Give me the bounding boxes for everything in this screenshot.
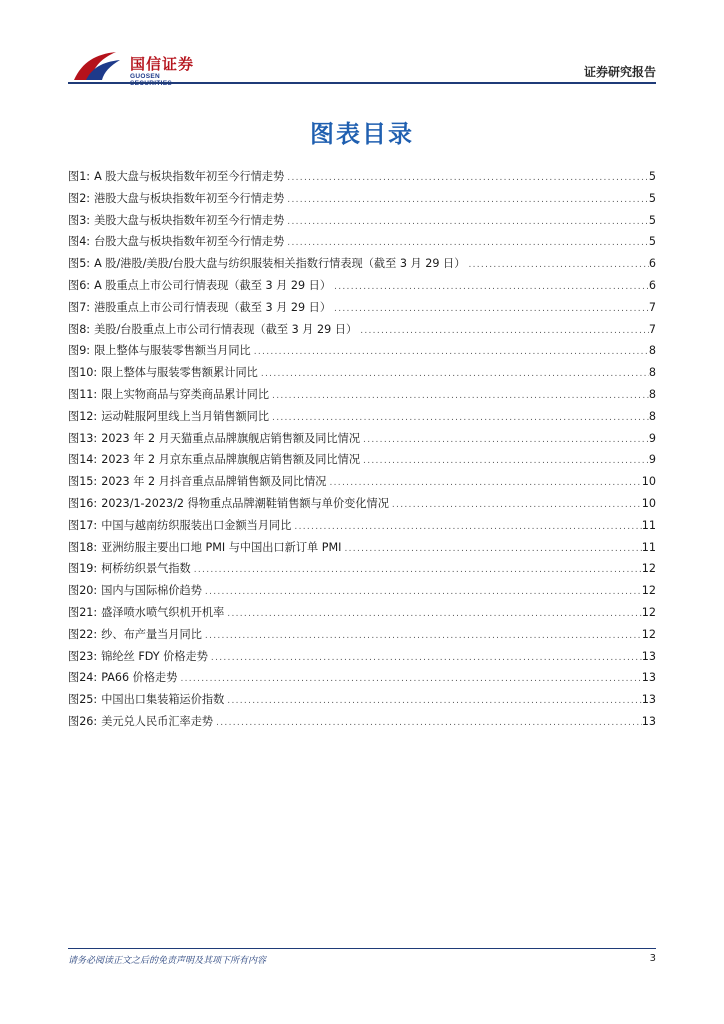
toc-page-number: 10 [641,475,656,489]
logo-mark-icon [72,50,124,84]
toc-figure-title: 盛泽喷水喷气织机开机率 [101,605,225,619]
toc-dot-leader [284,238,649,248]
toc-page-number: 10 [641,496,656,510]
toc-entry[interactable] [68,713,656,735]
toc-figure-number: 图22: [68,627,98,641]
toc-page-number: 5 [648,170,656,183]
toc-figure-title: 2023 年 2 月抖音重点品牌销售额及同比情况 [101,475,327,489]
toc-dot-leader [284,217,649,227]
logo-chinese-name: 国信证券 [130,55,195,73]
report-type-label: 证券研究报告 [583,65,656,79]
toc-page-number: 11 [641,540,656,554]
toc-figure-number: 图20: [68,584,98,598]
toc-dot-leader [331,282,649,292]
toc-page-number: 12 [641,584,656,598]
toc-dot-leader [224,696,641,706]
toc-dot-leader [177,674,641,684]
toc-entry[interactable] [68,430,656,452]
toc-entry[interactable] [68,517,656,539]
toc-page-number: 9 [648,453,656,467]
toc-page-number: 5 [648,213,656,227]
toc-page-number: 13 [641,693,656,707]
toc-dot-leader [251,347,649,357]
toc-dot-leader [326,478,641,488]
toc-figure-title: PA66 价格走势 [101,671,178,685]
toc-entry[interactable] [68,669,656,691]
toc-figure-title: A 股大盘与板块指数年初至今行情走势 [94,170,285,183]
toc-figure-number: 图18: [68,540,98,554]
toc-entry[interactable] [68,408,656,430]
toc-figure-number: 图3: [68,213,91,227]
toc-figure-number: 图21: [68,605,98,619]
toc-page-number: 8 [648,409,656,423]
toc-entry[interactable] [68,299,656,321]
toc-entry[interactable] [68,495,656,517]
toc-figure-number: 图1: [68,170,91,183]
toc-entry[interactable] [68,190,656,212]
toc-entry[interactable] [68,212,656,234]
toc-dot-leader [341,544,641,554]
toc-figure-title: 2023/1-2023/2 得物重点品牌潮鞋销售额与单价变化情况 [101,496,389,510]
toc-figure-number: 图25: [68,693,98,707]
logo-english-name: GUOSEN [130,73,160,80]
toc-dot-leader [224,609,641,619]
toc-figure-number: 图4: [68,235,91,249]
page-number: 3 [649,953,656,964]
toc-dot-leader [258,369,649,379]
toc-page-number: 12 [641,627,656,641]
toc-figure-title: 台股大盘与板块指数年初至今行情走势 [94,235,285,249]
toc-page-number: 8 [648,387,656,401]
toc-figure-title: 2023 年 2 月天猫重点品牌旗舰店销售额及同比情况 [101,431,361,445]
toc-figure-number: 图5: [68,257,91,271]
toc-entry[interactable] [68,277,656,299]
toc-page-number: 12 [641,605,656,619]
toc-figure-title: 锦纶丝 FDY 价格走势 [101,649,208,663]
toc-dot-leader [269,413,649,423]
toc-dot-leader [191,565,642,575]
toc-entry[interactable] [68,386,656,408]
toc-dot-leader [360,435,649,445]
footer-divider [68,948,656,949]
toc-dot-leader [389,500,642,510]
toc-figure-number: 图17: [68,518,98,532]
toc-figure-title: 限上整体与服装零售额累计同比 [101,366,258,380]
toc-dot-leader [291,522,641,532]
toc-figure-title: 港股大盘与板块指数年初至今行情走势 [94,191,285,205]
toc-page-number: 7 [648,300,656,314]
toc-entry[interactable] [68,451,656,473]
toc-figure-number: 图14: [68,453,98,467]
toc-entry[interactable] [68,560,656,582]
toc-entry[interactable] [68,539,656,561]
toc-figure-title: 中国与越南纺织服装出口金额当月同比 [101,518,292,532]
toc-dot-leader [269,391,649,401]
toc-figure-number: 图7: [68,300,91,314]
toc-figure-number: 图26: [68,714,98,728]
toc-figure-title: 2023 年 2 月京东重点品牌旗舰店销售额及同比情况 [101,453,361,467]
toc-dot-leader [202,587,642,597]
toc-figure-number: 图16: [68,496,98,510]
toc-figure-number: 图10: [68,366,98,380]
toc-figure-title: A 股/港股/美股/台股大盘与纺织服装相关指数行情表现（截至 3 月 29 日） [94,257,466,271]
toc-dot-leader [202,631,642,641]
toc-figure-number: 图24: [68,671,98,685]
toc-page-number: 12 [641,562,656,576]
toc-dot-leader [284,195,649,205]
toc-entry[interactable] [68,364,656,386]
toc-figure-title: 国内与国际棉价趋势 [101,584,202,598]
toc-entry[interactable] [68,321,656,343]
toc-entry[interactable] [68,648,656,670]
toc-dot-leader [465,260,648,270]
toc-entry[interactable] [68,168,656,190]
toc-entry[interactable] [68,604,656,626]
toc-entry[interactable] [68,473,656,495]
toc-page-number: 9 [648,431,656,445]
toc-title: 图表目录 [310,120,414,148]
toc-figure-number: 图23: [68,649,98,663]
toc-figure-number: 图19: [68,562,98,576]
toc-page-number: 5 [648,191,656,205]
toc-page-number: 13 [641,649,656,663]
toc-page-number: 8 [648,344,656,358]
toc-figure-title: 港股重点上市公司行情表现（截至 3 月 29 日） [94,300,332,314]
toc-dot-leader [284,173,649,183]
toc-entry[interactable] [68,582,656,604]
company-logo [72,50,204,86]
toc-figure-number: 图11: [68,387,98,401]
toc-entry[interactable] [68,255,656,277]
toc-entry[interactable] [68,691,656,713]
toc-page-number: 6 [648,278,656,292]
toc-figure-number: 图15: [68,475,98,489]
toc-figure-title: 柯桥纺织景气指数 [101,562,191,576]
toc-figure-number: 图12: [68,409,98,423]
toc-page-number: 6 [648,257,656,271]
toc-figure-number: 图13: [68,431,98,445]
toc-figure-title: 亚洲纺服主要出口地 PMI 与中国出口新订单 PMI [101,540,342,554]
toc-dot-leader [213,718,642,728]
toc-figure-title: 中国出口集装箱运价指数 [101,693,225,707]
toc-figure-title: A 股重点上市公司行情表现（截至 3 月 29 日） [94,278,332,292]
toc-dot-leader [357,326,649,336]
toc-figure-title: 限上实物商品与穿类商品累计同比 [101,387,270,401]
table-of-figures [68,168,656,735]
toc-figure-number: 图9: [68,344,91,358]
toc-entry[interactable] [68,233,656,255]
toc-page-number: 5 [648,235,656,249]
toc-entry[interactable] [68,626,656,648]
toc-page-number: 11 [641,518,656,532]
toc-entry[interactable] [68,342,656,364]
toc-dot-leader [360,456,649,466]
toc-page-number: 13 [641,714,656,728]
toc-figure-number: 图8: [68,322,91,336]
toc-figure-title: 美股大盘与板块指数年初至今行情走势 [94,213,285,227]
footer-disclaimer: 请务必阅读正文之后的免责声明及其项下所有内容 [68,956,267,966]
toc-dot-leader [331,304,649,314]
toc-dot-leader [208,653,642,663]
header-divider [68,82,656,84]
toc-figure-title: 美股/台股重点上市公司行情表现（截至 3 月 29 日） [94,322,358,336]
toc-figure-title: 运动鞋服阿里线上当月销售额同比 [101,409,270,423]
toc-figure-number: 图6: [68,278,91,292]
toc-figure-title: 纱、布产量当月同比 [101,627,202,641]
toc-figure-title: 限上整体与服装零售额当月同比 [94,344,251,358]
toc-figure-number: 图2: [68,191,91,205]
toc-page-number: 13 [641,671,656,685]
toc-page-number: 7 [648,322,656,336]
toc-page-number: 8 [648,366,656,380]
toc-figure-title: 美元兑人民币汇率走势 [101,714,214,728]
